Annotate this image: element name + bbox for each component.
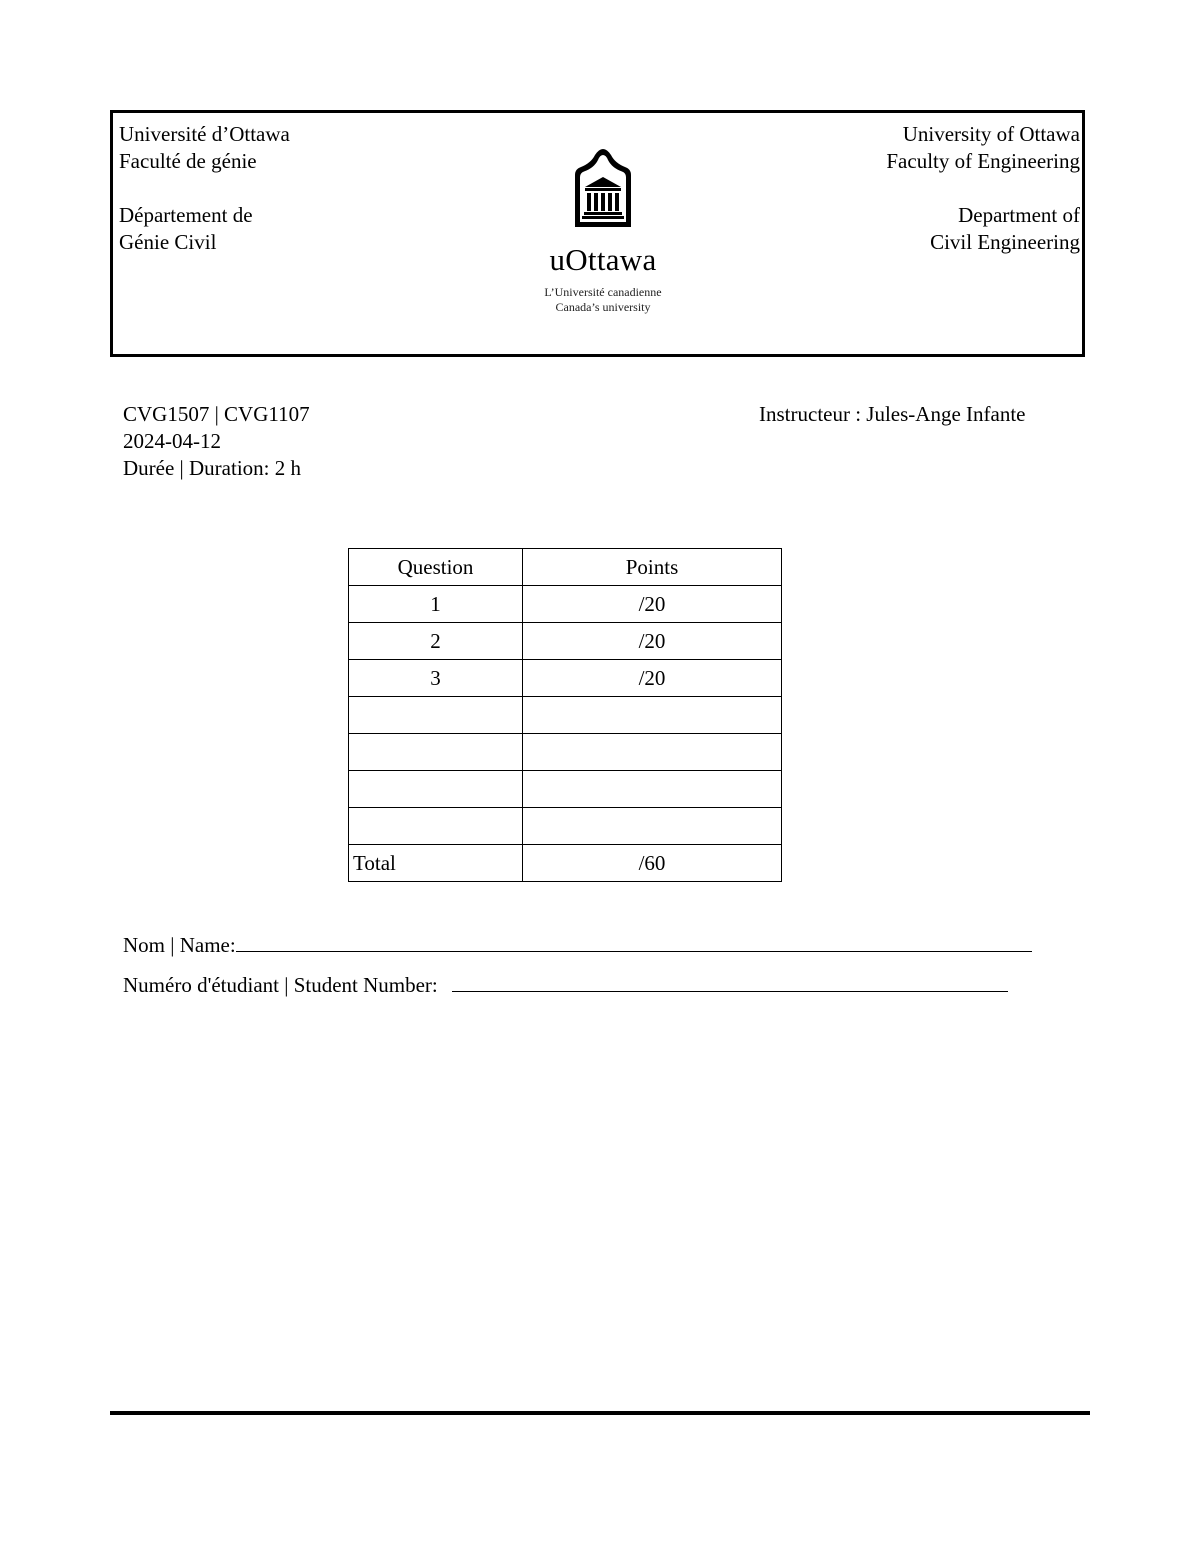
- question-cell: 1: [349, 586, 523, 623]
- points-cell: /20: [523, 586, 782, 623]
- question-cell: [349, 734, 523, 771]
- table-total-row: [349, 845, 782, 882]
- student-number-label: Numéro d'étudiant | Student Number:: [123, 973, 438, 997]
- bottom-rule: [110, 1411, 1090, 1415]
- header-right-gap: [886, 175, 1080, 202]
- exam-date: 2024-04-12: [123, 429, 221, 453]
- header-left-line: Génie Civil: [119, 230, 217, 254]
- building-crest-icon: [571, 149, 635, 229]
- course-info: [123, 401, 310, 482]
- question-cell: 3: [349, 660, 523, 697]
- header-right-line: University of Ottawa: [902, 122, 1080, 146]
- question-cell: 2: [349, 623, 523, 660]
- header-left-gap: [119, 175, 290, 202]
- header-right-english: [886, 121, 1080, 256]
- header-right-line: Civil Engineering: [930, 230, 1080, 254]
- student-number-blank-line[interactable]: [452, 973, 1008, 992]
- header-right-line: Department of: [958, 203, 1080, 227]
- name-blank-line[interactable]: [236, 933, 1032, 952]
- instructor: Instructeur : Jules-Ange Infante: [759, 402, 1026, 426]
- table-header-row: [349, 549, 782, 586]
- score-table: [348, 548, 782, 882]
- name-field-row: [123, 932, 1032, 959]
- question-cell: [349, 771, 523, 808]
- points-cell: [523, 734, 782, 771]
- question-cell: [349, 808, 523, 845]
- table-row: [349, 734, 782, 771]
- question-cell: [349, 697, 523, 734]
- header-left-line: Université d’Ottawa: [119, 122, 290, 146]
- header-box: [110, 110, 1085, 357]
- table-row: [349, 623, 782, 660]
- points-cell: [523, 771, 782, 808]
- header-left-line: Faculté de génie: [119, 149, 257, 173]
- university-logo: [533, 149, 673, 315]
- name-label: Nom | Name:: [123, 933, 236, 957]
- logo-wordmark: uOttawa: [549, 242, 657, 277]
- logo-tagline-en: Canada’s university: [555, 300, 651, 314]
- table-row: [349, 771, 782, 808]
- header-left-line: Département de: [119, 203, 253, 227]
- table-row: [349, 586, 782, 623]
- student-number-row: [123, 972, 1008, 999]
- header-left-french: [119, 121, 290, 256]
- total-label: Total: [349, 845, 523, 882]
- course-codes: CVG1507 | CVG1107: [123, 402, 310, 426]
- header-points: Points: [523, 549, 782, 586]
- total-value: /60: [523, 845, 782, 882]
- points-cell: [523, 808, 782, 845]
- header-question: Question: [349, 549, 523, 586]
- table-row: [349, 808, 782, 845]
- exam-duration: Durée | Duration: 2 h: [123, 456, 301, 480]
- logo-tagline-fr: L’Université canadienne: [544, 285, 662, 299]
- points-cell: /20: [523, 660, 782, 697]
- table-row: [349, 660, 782, 697]
- points-cell: /20: [523, 623, 782, 660]
- table-row: [349, 697, 782, 734]
- points-cell: [523, 697, 782, 734]
- header-right-line: Faculty of Engineering: [886, 149, 1080, 173]
